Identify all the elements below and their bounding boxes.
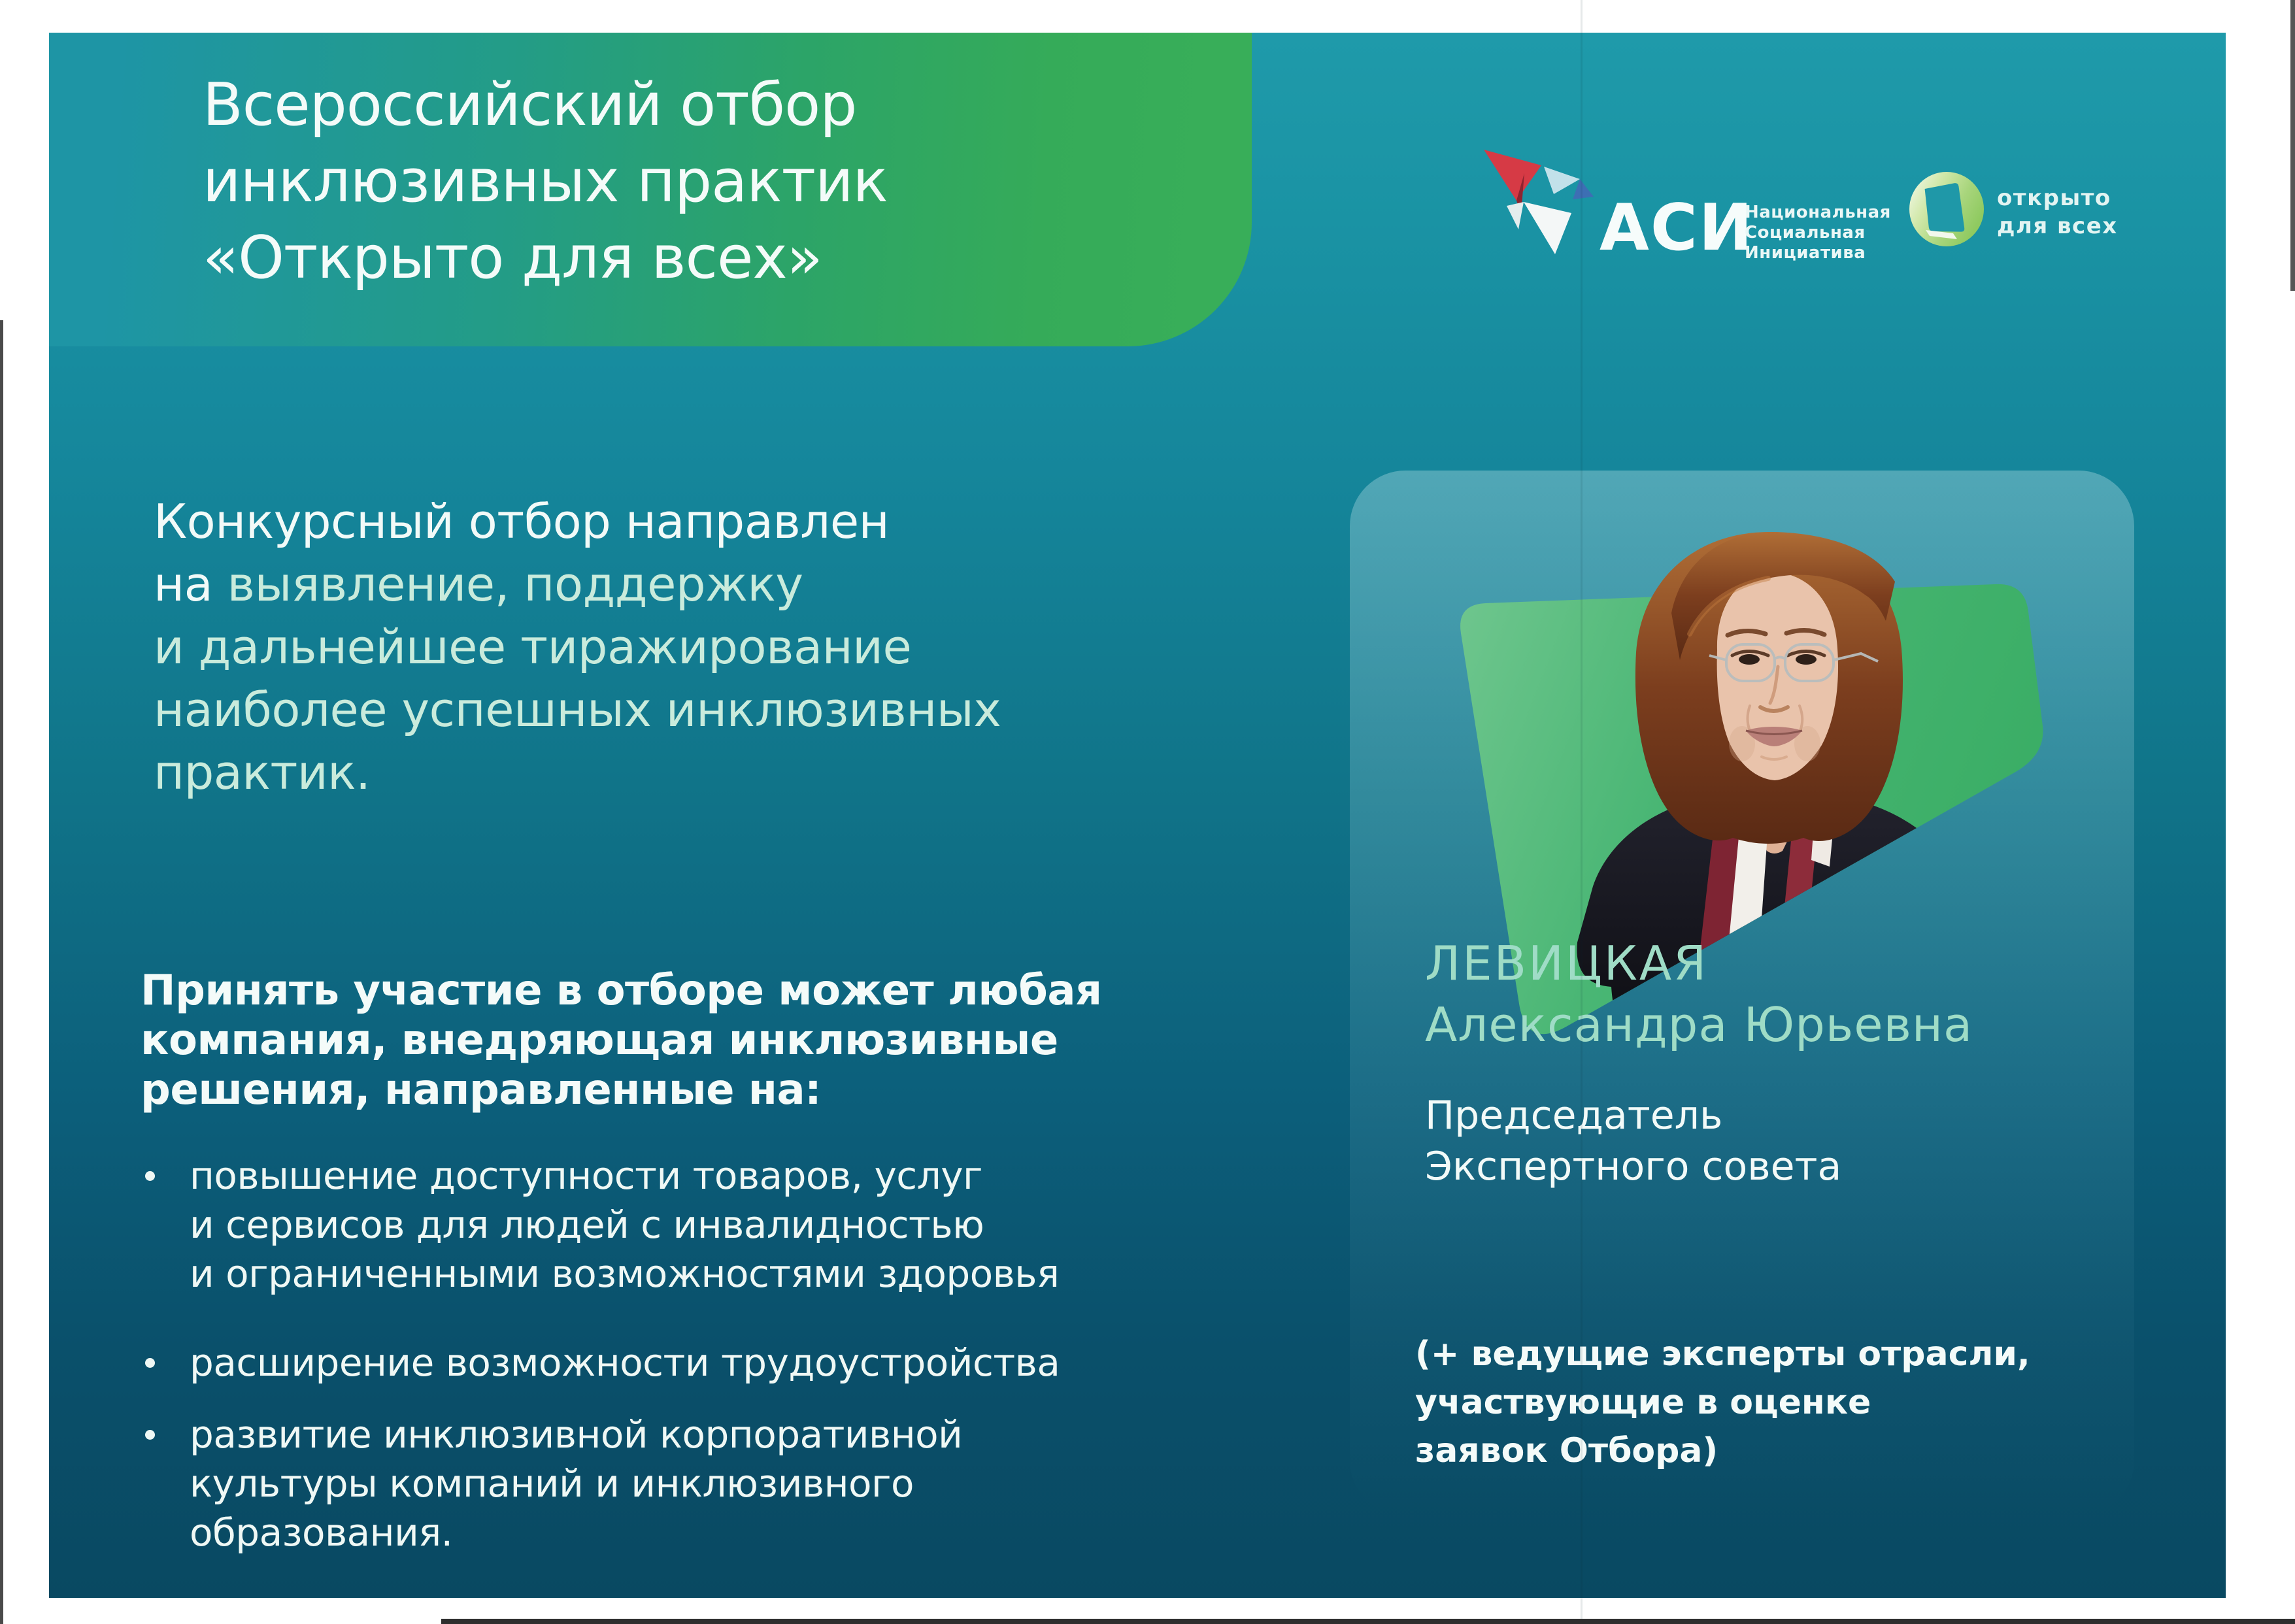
intro-text-accent: практик. [154, 745, 371, 800]
intro-paragraph [154, 490, 1001, 804]
bullet-line: культуры компаний и инклюзивного [190, 1461, 914, 1506]
participation-heading-line: Принять участие в отборе может любая [141, 967, 1102, 1015]
asi-subtitle-line: Социальная [1745, 223, 1866, 242]
intro-text-accent: выявление, поддержку [227, 557, 803, 612]
bullet-dot [145, 1430, 155, 1440]
participation-heading-line: компания, внедряющая инклюзивные [141, 1016, 1058, 1065]
bullet-line: повышение доступности товаров, услуг [190, 1153, 983, 1198]
bullet-line: и ограниченными возможностями здоровья [190, 1251, 1060, 1296]
expert-role-line: Председатель [1425, 1093, 1723, 1138]
ofa-text-line: открыто [1997, 185, 2111, 211]
bullet-item [190, 1338, 1060, 1387]
expert-first-name: Александра Юрьевна [1425, 997, 1973, 1052]
expert-note [1415, 1330, 2030, 1475]
ofa-text-line: для всех [1997, 213, 2118, 239]
intro-text-white: Конкурсный отбор направлен [154, 494, 890, 549]
page-title-line: инклюзивных практик [203, 147, 888, 216]
intro-text-accent: наиболее успешных инклюзивных [154, 682, 1001, 737]
bullet-line: и сервисов для людей с инвалидностью [190, 1202, 984, 1247]
scan-fold-crease [1581, 0, 1583, 1624]
open-for-all-logo-icon [1907, 170, 1986, 251]
scan-edge-artifact [2290, 0, 2295, 291]
expert-card [1350, 471, 2134, 1516]
expert-role [1425, 1090, 1841, 1192]
asi-logo-subtitle [1745, 203, 1891, 263]
bullet-dot [145, 1171, 155, 1181]
expert-note-line: (+ ведущие эксперты отрасли, [1415, 1334, 2030, 1374]
expert-surname: ЛЕВИЦКАЯ [1425, 936, 1709, 991]
flyer-background [49, 33, 2226, 1598]
asi-subtitle-line: Инициатива [1745, 243, 1866, 263]
bullet-dot [145, 1358, 155, 1368]
asi-subtitle-line: Национальная [1745, 203, 1891, 222]
asi-logo-name: АСИ [1600, 191, 1754, 265]
open-for-all-logo-text [1997, 184, 2118, 240]
page-title [203, 67, 888, 296]
participation-heading [141, 966, 1102, 1115]
intro-text-white: на [154, 557, 227, 612]
scan-edge-artifact [0, 320, 3, 1624]
scan-edge-artifact [441, 1619, 2295, 1624]
page-title-line: Всероссийский отбор [203, 71, 857, 139]
bullet-line: развитие инклюзивной корпоративной [190, 1412, 963, 1457]
bullet-item [190, 1410, 962, 1557]
page-title-line: «Открыто для всех» [203, 224, 822, 292]
expert-note-line: заявок Отбора) [1415, 1431, 1718, 1470]
bullet-line: образования. [190, 1510, 453, 1555]
bullet-item [190, 1152, 1059, 1299]
expert-note-line: участвующие в оценке [1415, 1383, 1871, 1422]
bullet-line: расширение возможности трудоустройства [190, 1340, 1060, 1385]
expert-role-line: Экспертного совета [1425, 1144, 1842, 1189]
participation-heading-line: решения, направленные на: [141, 1066, 822, 1114]
intro-text-accent: и дальнейшее тиражирование [154, 620, 912, 674]
